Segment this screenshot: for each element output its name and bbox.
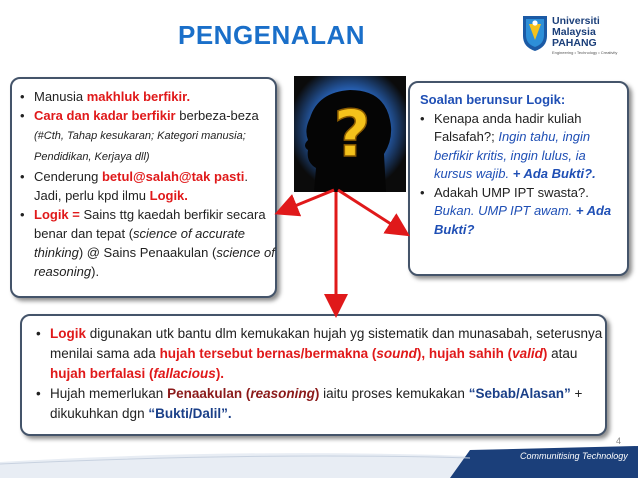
text: digunakan utk bantu dlm kemukakan hujah yg sistematik dan munasabah, seterusnya menilai sama ada — [50, 326, 603, 361]
italic-text: science of reasoning — [34, 245, 275, 279]
page-number: 4 — [616, 436, 622, 446]
answer-text: Ingin tahu, ingin berfikir kritis, ingin lulus, ia kursus wajib. — [434, 129, 591, 181]
highlight-text: “Bukti/Dalil”. — [148, 406, 232, 421]
emphasis-text: ) — [314, 386, 320, 401]
italic-text: science of accurate thinking — [34, 226, 246, 260]
answer-emphasis: + Ada Bukti? — [434, 203, 612, 237]
text: Hujah memerlukan — [50, 386, 168, 401]
left-content-box — [10, 77, 277, 298]
emphasis-text: ). — [215, 366, 225, 381]
emphasis-text: makhluk berfikir. — [86, 89, 191, 104]
list-item — [20, 167, 275, 205]
list-item — [36, 384, 605, 424]
emphasis-text: Cara dan kadar berfikir — [34, 108, 176, 123]
text: berbeza-beza — [175, 108, 259, 123]
text: Manusia — [34, 89, 87, 104]
emphasis-text: ) — [542, 346, 548, 361]
left-bullet-list — [20, 87, 275, 281]
highlight-text: “Sebab/Alasan” — [468, 386, 571, 401]
text: iaitu proses kemukakan — [319, 386, 469, 401]
text: Sains ttg kaedah berfikir secara benar dan tepat ( — [34, 207, 266, 241]
emphasis-text: Logik = — [34, 207, 84, 222]
emphasis-text: hujah berfalasi ( — [50, 366, 154, 381]
example-text: (#Cth, Tahap kesukaran; Kategori manusia; Pendidikan, Kerjaya dll) — [34, 130, 246, 163]
bottom-bullet-list — [36, 324, 605, 424]
list-item — [20, 87, 275, 106]
text: . Jadi, perlu kpd ilmu — [34, 169, 248, 203]
emphasis-text: hujah tersebut bernas/bermakna ( — [159, 346, 377, 361]
list-item — [20, 205, 275, 281]
svg-text:?: ? — [333, 98, 371, 172]
text: atau — [547, 346, 578, 361]
university-logo — [522, 10, 634, 58]
emphasis-text: Logik. — [149, 188, 188, 203]
italic-emphasis: fallacious — [153, 366, 216, 381]
question-list — [420, 110, 627, 240]
head-question-mark-icon — [294, 76, 406, 192]
list-item — [36, 324, 605, 384]
logo-line1: Universiti — [552, 15, 600, 27]
list-item — [420, 110, 627, 184]
emphasis-text: Logik — [50, 326, 86, 341]
emphasis-text: betul@salah@tak pasti — [101, 169, 245, 184]
right-content-box — [408, 81, 629, 276]
bottom-content-box — [20, 314, 607, 436]
slide-title: PENGENALAN — [178, 20, 366, 50]
italic-emphasis: sound — [376, 346, 417, 361]
text: Cenderung — [34, 169, 102, 184]
emphasis-text: ), hujah sahih ( — [416, 346, 513, 361]
arrow-right — [338, 190, 405, 233]
shield-logo-icon — [522, 14, 548, 52]
logo-line3: PAHANG — [552, 37, 597, 49]
italic-emphasis: reasoning — [250, 386, 315, 401]
footer-tagline: Communitising Technology — [520, 451, 628, 461]
logo-line2: Malaysia — [552, 26, 596, 38]
text: + dikukuhkan dgn — [50, 386, 583, 421]
list-item — [420, 184, 627, 240]
logo-wordmark — [552, 16, 600, 49]
right-box-heading: Soalan berunsur Logik: — [420, 92, 566, 107]
text: ). — [91, 264, 100, 279]
italic-emphasis: valid — [512, 346, 543, 361]
emphasis-text: Penaakulan ( — [167, 386, 251, 401]
answer-emphasis: + Ada Bukti?. — [512, 166, 596, 181]
text: ) @ Sains Penaakulan ( — [78, 245, 217, 260]
arrow-left — [280, 190, 334, 212]
question-text: Adakah UMP IPT swasta?. — [434, 184, 589, 200]
list-item — [20, 106, 275, 167]
question-text: Kenapa anda hadir kuliah Falsafah?; — [434, 110, 582, 144]
logo-tagline: Engineering • Technology • Creativity — [552, 50, 618, 55]
answer-text: Bukan. UMP IPT awam. — [434, 203, 576, 218]
